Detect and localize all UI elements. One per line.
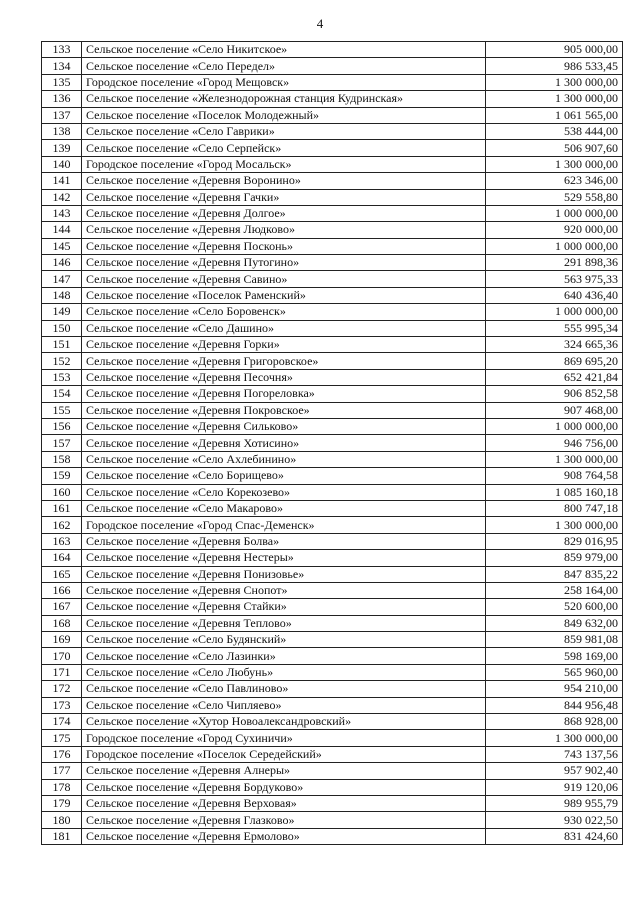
row-number-cell: 140 <box>42 156 82 172</box>
table-row <box>42 697 623 713</box>
table-row <box>42 402 623 418</box>
settlement-name-cell: Сельское поселение «Село Передел» <box>82 58 486 74</box>
amount-cell: 930 022,50 <box>486 812 623 828</box>
table-row <box>42 337 623 353</box>
table-row <box>42 222 623 238</box>
amount-cell: 946 756,00 <box>486 435 623 451</box>
table-row <box>42 353 623 369</box>
table-row <box>42 599 623 615</box>
row-number-cell: 144 <box>42 222 82 238</box>
settlement-name-cell: Сельское поселение «Железнодорожная станция Кудринская» <box>82 91 486 107</box>
table-row <box>42 386 623 402</box>
row-number-cell: 172 <box>42 681 82 697</box>
amount-cell: 1 300 000,00 <box>486 91 623 107</box>
settlement-name-cell: Сельское поселение «Деревня Бордуково» <box>82 779 486 795</box>
settlement-name-cell: Сельское поселение «Деревня Покровское» <box>82 402 486 418</box>
table-row <box>42 107 623 123</box>
amount-cell: 563 975,33 <box>486 271 623 287</box>
table-row <box>42 763 623 779</box>
amount-cell: 908 764,58 <box>486 468 623 484</box>
amount-cell: 555 995,34 <box>486 320 623 336</box>
table-row <box>42 255 623 271</box>
table-row <box>42 271 623 287</box>
amount-cell: 1 300 000,00 <box>486 517 623 533</box>
amount-cell: 598 169,00 <box>486 648 623 664</box>
row-number-cell: 138 <box>42 123 82 139</box>
row-number-cell: 164 <box>42 550 82 566</box>
settlement-name-cell: Городское поселение «Город Мосальск» <box>82 156 486 172</box>
settlement-name-cell: Сельское поселение «Деревня Горки» <box>82 337 486 353</box>
amount-cell: 743 137,56 <box>486 746 623 762</box>
settlement-name-cell: Городское поселение «Город Сухиничи» <box>82 730 486 746</box>
settlement-name-cell: Сельское поселение «Деревня Людково» <box>82 222 486 238</box>
amount-cell: 1 000 000,00 <box>486 205 623 221</box>
settlement-name-cell: Сельское поселение «Село Боровенск» <box>82 304 486 320</box>
row-number-cell: 179 <box>42 795 82 811</box>
table-row <box>42 156 623 172</box>
settlement-name-cell: Сельское поселение «Деревня Глазково» <box>82 812 486 828</box>
settlement-name-cell: Сельское поселение «Деревня Болва» <box>82 533 486 549</box>
table-row <box>42 517 623 533</box>
settlement-name-cell: Сельское поселение «Деревня Понизовье» <box>82 566 486 582</box>
amount-cell: 520 600,00 <box>486 599 623 615</box>
settlement-name-cell: Городское поселение «Город Спас-Деменск» <box>82 517 486 533</box>
table-row <box>42 435 623 451</box>
settlement-name-cell: Сельское поселение «Деревня Снопот» <box>82 582 486 598</box>
table-row <box>42 91 623 107</box>
table-row <box>42 550 623 566</box>
settlement-name-cell: Сельское поселение «Деревня Ермолово» <box>82 828 486 844</box>
row-number-cell: 180 <box>42 812 82 828</box>
row-number-cell: 174 <box>42 714 82 730</box>
settlement-name-cell: Сельское поселение «Село Любунь» <box>82 664 486 680</box>
amount-cell: 529 558,80 <box>486 189 623 205</box>
settlement-name-cell: Сельское поселение «Село Макарово» <box>82 500 486 516</box>
row-number-cell: 139 <box>42 140 82 156</box>
amount-cell: 859 981,08 <box>486 632 623 648</box>
table-row <box>42 58 623 74</box>
table-row <box>42 533 623 549</box>
amount-cell: 506 907,60 <box>486 140 623 156</box>
settlement-name-cell: Сельское поселение «Деревня Хотисино» <box>82 435 486 451</box>
settlement-name-cell: Сельское поселение «Деревня Погореловка» <box>82 386 486 402</box>
row-number-cell: 171 <box>42 664 82 680</box>
amount-cell: 906 852,58 <box>486 386 623 402</box>
page-number: 4 <box>316 16 324 31</box>
amount-cell: 829 016,95 <box>486 533 623 549</box>
row-number-cell: 150 <box>42 320 82 336</box>
row-number-cell: 133 <box>42 42 82 58</box>
settlement-name-cell: Сельское поселение «Село Чипляево» <box>82 697 486 713</box>
row-number-cell: 166 <box>42 582 82 598</box>
amount-cell: 1 300 000,00 <box>486 730 623 746</box>
row-number-cell: 155 <box>42 402 82 418</box>
settlement-name-cell: Сельское поселение «Село Лазинки» <box>82 648 486 664</box>
table-row <box>42 189 623 205</box>
table-row <box>42 205 623 221</box>
row-number-cell: 145 <box>42 238 82 254</box>
settlement-name-cell: Сельское поселение «Деревня Сильково» <box>82 418 486 434</box>
table-row <box>42 730 623 746</box>
row-number-cell: 165 <box>42 566 82 582</box>
amount-cell: 1 300 000,00 <box>486 156 623 172</box>
amount-cell: 623 346,00 <box>486 173 623 189</box>
amount-cell: 1 000 000,00 <box>486 304 623 320</box>
row-number-cell: 163 <box>42 533 82 549</box>
table-row <box>42 42 623 58</box>
amount-cell: 565 960,00 <box>486 664 623 680</box>
amount-cell: 868 928,00 <box>486 714 623 730</box>
table-row <box>42 451 623 467</box>
row-number-cell: 147 <box>42 271 82 287</box>
settlement-name-cell: Сельское поселение «Хутор Новоалександровский» <box>82 714 486 730</box>
row-number-cell: 158 <box>42 451 82 467</box>
table-row <box>42 369 623 385</box>
amount-cell: 1 300 000,00 <box>486 451 623 467</box>
row-number-cell: 146 <box>42 255 82 271</box>
row-number-cell: 159 <box>42 468 82 484</box>
row-number-cell: 137 <box>42 107 82 123</box>
table-row <box>42 484 623 500</box>
amount-cell: 1 300 000,00 <box>486 74 623 90</box>
settlement-name-cell: Городское поселение «Поселок Середейский» <box>82 746 486 762</box>
table-row <box>42 566 623 582</box>
row-number-cell: 151 <box>42 337 82 353</box>
amount-cell: 869 695,20 <box>486 353 623 369</box>
table-body <box>42 42 623 845</box>
amount-cell: 538 444,00 <box>486 123 623 139</box>
amount-cell: 1 000 000,00 <box>486 238 623 254</box>
settlement-name-cell: Сельское поселение «Поселок Раменский» <box>82 287 486 303</box>
table-row <box>42 418 623 434</box>
table-row <box>42 304 623 320</box>
row-number-cell: 143 <box>42 205 82 221</box>
amount-cell: 800 747,18 <box>486 500 623 516</box>
settlement-name-cell: Сельское поселение «Село Никитское» <box>82 42 486 58</box>
table-row <box>42 812 623 828</box>
table-row <box>42 828 623 844</box>
row-number-cell: 154 <box>42 386 82 402</box>
row-number-cell: 170 <box>42 648 82 664</box>
table-row <box>42 582 623 598</box>
row-number-cell: 142 <box>42 189 82 205</box>
table-row <box>42 795 623 811</box>
settlement-name-cell: Сельское поселение «Деревня Воронино» <box>82 173 486 189</box>
amount-cell: 849 632,00 <box>486 615 623 631</box>
settlement-name-cell: Сельское поселение «Село Гаврики» <box>82 123 486 139</box>
amount-cell: 831 424,60 <box>486 828 623 844</box>
table-row <box>42 681 623 697</box>
settlement-name-cell: Сельское поселение «Деревня Савино» <box>82 271 486 287</box>
row-number-cell: 160 <box>42 484 82 500</box>
settlement-name-cell: Сельское поселение «Село Серпейск» <box>82 140 486 156</box>
settlement-name-cell: Сельское поселение «Село Ахлебинино» <box>82 451 486 467</box>
amount-cell: 907 468,00 <box>486 402 623 418</box>
amount-cell: 986 533,45 <box>486 58 623 74</box>
amount-cell: 1 061 565,00 <box>486 107 623 123</box>
row-number-cell: 161 <box>42 500 82 516</box>
row-number-cell: 162 <box>42 517 82 533</box>
table-row <box>42 238 623 254</box>
amount-cell: 640 436,40 <box>486 287 623 303</box>
settlement-name-cell: Сельское поселение «Деревня Посконь» <box>82 238 486 254</box>
table-row <box>42 664 623 680</box>
row-number-cell: 134 <box>42 58 82 74</box>
row-number-cell: 178 <box>42 779 82 795</box>
row-number-cell: 141 <box>42 173 82 189</box>
settlement-name-cell: Сельское поселение «Деревня Песочня» <box>82 369 486 385</box>
amount-cell: 291 898,36 <box>486 255 623 271</box>
settlement-name-cell: Сельское поселение «Деревня Теплово» <box>82 615 486 631</box>
settlement-name-cell: Сельское поселение «Село Дашино» <box>82 320 486 336</box>
settlement-name-cell: Сельское поселение «Деревня Стайки» <box>82 599 486 615</box>
row-number-cell: 136 <box>42 91 82 107</box>
amount-cell: 954 210,00 <box>486 681 623 697</box>
settlement-name-cell: Сельское поселение «Село Павлиново» <box>82 681 486 697</box>
table-row <box>42 648 623 664</box>
settlement-name-cell: Сельское поселение «Деревня Алнеры» <box>82 763 486 779</box>
settlement-name-cell: Сельское поселение «Поселок Молодежный» <box>82 107 486 123</box>
row-number-cell: 169 <box>42 632 82 648</box>
row-number-cell: 176 <box>42 746 82 762</box>
table-row <box>42 320 623 336</box>
amount-cell: 1 000 000,00 <box>486 418 623 434</box>
table-row <box>42 287 623 303</box>
table-row <box>42 632 623 648</box>
settlement-name-cell: Сельское поселение «Деревня Григоровское» <box>82 353 486 369</box>
row-number-cell: 148 <box>42 287 82 303</box>
settlement-name-cell: Сельское поселение «Село Будянский» <box>82 632 486 648</box>
row-number-cell: 156 <box>42 418 82 434</box>
row-number-cell: 181 <box>42 828 82 844</box>
amount-cell: 905 000,00 <box>486 42 623 58</box>
table-row <box>42 140 623 156</box>
table-row <box>42 123 623 139</box>
row-number-cell: 175 <box>42 730 82 746</box>
settlement-name-cell: Сельское поселение «Село Борищево» <box>82 468 486 484</box>
table-row <box>42 714 623 730</box>
amount-cell: 258 164,00 <box>486 582 623 598</box>
row-number-cell: 157 <box>42 435 82 451</box>
amount-cell: 957 902,40 <box>486 763 623 779</box>
amount-cell: 844 956,48 <box>486 697 623 713</box>
settlement-name-cell: Сельское поселение «Деревня Путогино» <box>82 255 486 271</box>
table-row <box>42 746 623 762</box>
table-row <box>42 615 623 631</box>
settlement-name-cell: Сельское поселение «Деревня Гачки» <box>82 189 486 205</box>
row-number-cell: 177 <box>42 763 82 779</box>
row-number-cell: 149 <box>42 304 82 320</box>
row-number-cell: 153 <box>42 369 82 385</box>
allocation-table <box>41 41 623 845</box>
row-number-cell: 167 <box>42 599 82 615</box>
amount-cell: 920 000,00 <box>486 222 623 238</box>
amount-cell: 324 665,36 <box>486 337 623 353</box>
row-number-cell: 173 <box>42 697 82 713</box>
settlement-name-cell: Сельское поселение «Село Корекозево» <box>82 484 486 500</box>
settlement-name-cell: Сельское поселение «Деревня Нестеры» <box>82 550 486 566</box>
table-row <box>42 173 623 189</box>
settlement-name-cell: Сельское поселение «Деревня Верховая» <box>82 795 486 811</box>
amount-cell: 919 120,06 <box>486 779 623 795</box>
row-number-cell: 152 <box>42 353 82 369</box>
settlement-name-cell: Сельское поселение «Деревня Долгое» <box>82 205 486 221</box>
row-number-cell: 168 <box>42 615 82 631</box>
table-row <box>42 74 623 90</box>
amount-cell: 989 955,79 <box>486 795 623 811</box>
table-row <box>42 468 623 484</box>
amount-cell: 847 835,22 <box>486 566 623 582</box>
amount-cell: 859 979,00 <box>486 550 623 566</box>
row-number-cell: 135 <box>42 74 82 90</box>
settlement-name-cell: Городское поселение «Город Мещовск» <box>82 74 486 90</box>
amount-cell: 1 085 160,18 <box>486 484 623 500</box>
amount-cell: 652 421,84 <box>486 369 623 385</box>
table-row <box>42 500 623 516</box>
table-row <box>42 779 623 795</box>
